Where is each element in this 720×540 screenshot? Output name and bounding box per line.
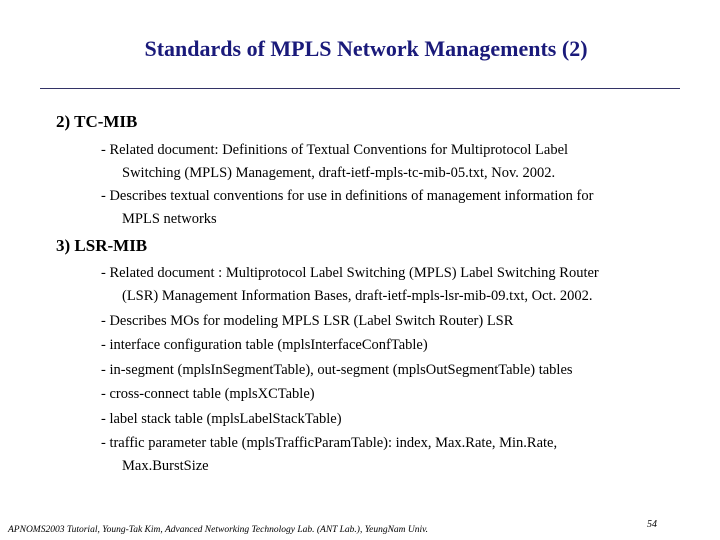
slide-title: Standards of MPLS Network Managements (2) (144, 36, 588, 61)
list-item-line: - traffic parameter table (mplsTrafficParamTable): index, Max.Rate, Min.Rate, (101, 435, 558, 451)
list-item (101, 383, 671, 406)
list-item (101, 334, 671, 357)
list-item-continuation: MPLS networks (122, 211, 217, 227)
page-number: 54 (647, 519, 657, 530)
list-item-line: - interface configuration table (mplsInterfaceConfTable) (101, 337, 428, 353)
section-heading-lsr-mib: 3) LSR-MIB (56, 236, 148, 255)
list-item-line: - Describes textual conventions for use in definitions of management information for (101, 188, 594, 204)
list-item-continuation: Switching (MPLS) Management, draft-ietf-mpls-tc-mib-05.txt, Nov. 2002. (122, 165, 556, 181)
list-item-line: - cross-connect table (mplsXCTable) (101, 386, 315, 402)
list-item (101, 185, 671, 231)
list-item (101, 432, 671, 478)
section-heading-tc-mib: 2) TC-MIB (56, 112, 138, 131)
list-item (101, 139, 671, 185)
list-item (101, 408, 671, 431)
list-item (101, 310, 671, 333)
title-divider (40, 88, 680, 89)
list-item-line: - Related document: Definitions of Textual Conventions for Multiprotocol Label (101, 142, 569, 158)
list-item (101, 359, 671, 382)
list-item-line: - label stack table (mplsLabelStackTable) (101, 411, 342, 427)
list-item-line: - in-segment (mplsInSegmentTable), out-segment (mplsOutSegmentTable) tables (101, 362, 573, 378)
list-item-continuation: (LSR) Management Information Bases, draft-ietf-mpls-lsr-mib-09.txt, Oct. 2002. (122, 288, 593, 304)
list-item (101, 262, 671, 308)
footer-text: APNOMS2003 Tutorial, Young-Tak Kim, Advanced Networking Technology Lab. (ANT Lab.), YeungNam Univ. (8, 525, 429, 535)
list-item-line: - Describes MOs for modeling MPLS LSR (Label Switch Router) LSR (101, 313, 514, 329)
list-item-line: - Related document : Multiprotocol Label Switching (MPLS) Label Switching Router (101, 265, 599, 281)
list-item-continuation: Max.BurstSize (122, 458, 209, 474)
